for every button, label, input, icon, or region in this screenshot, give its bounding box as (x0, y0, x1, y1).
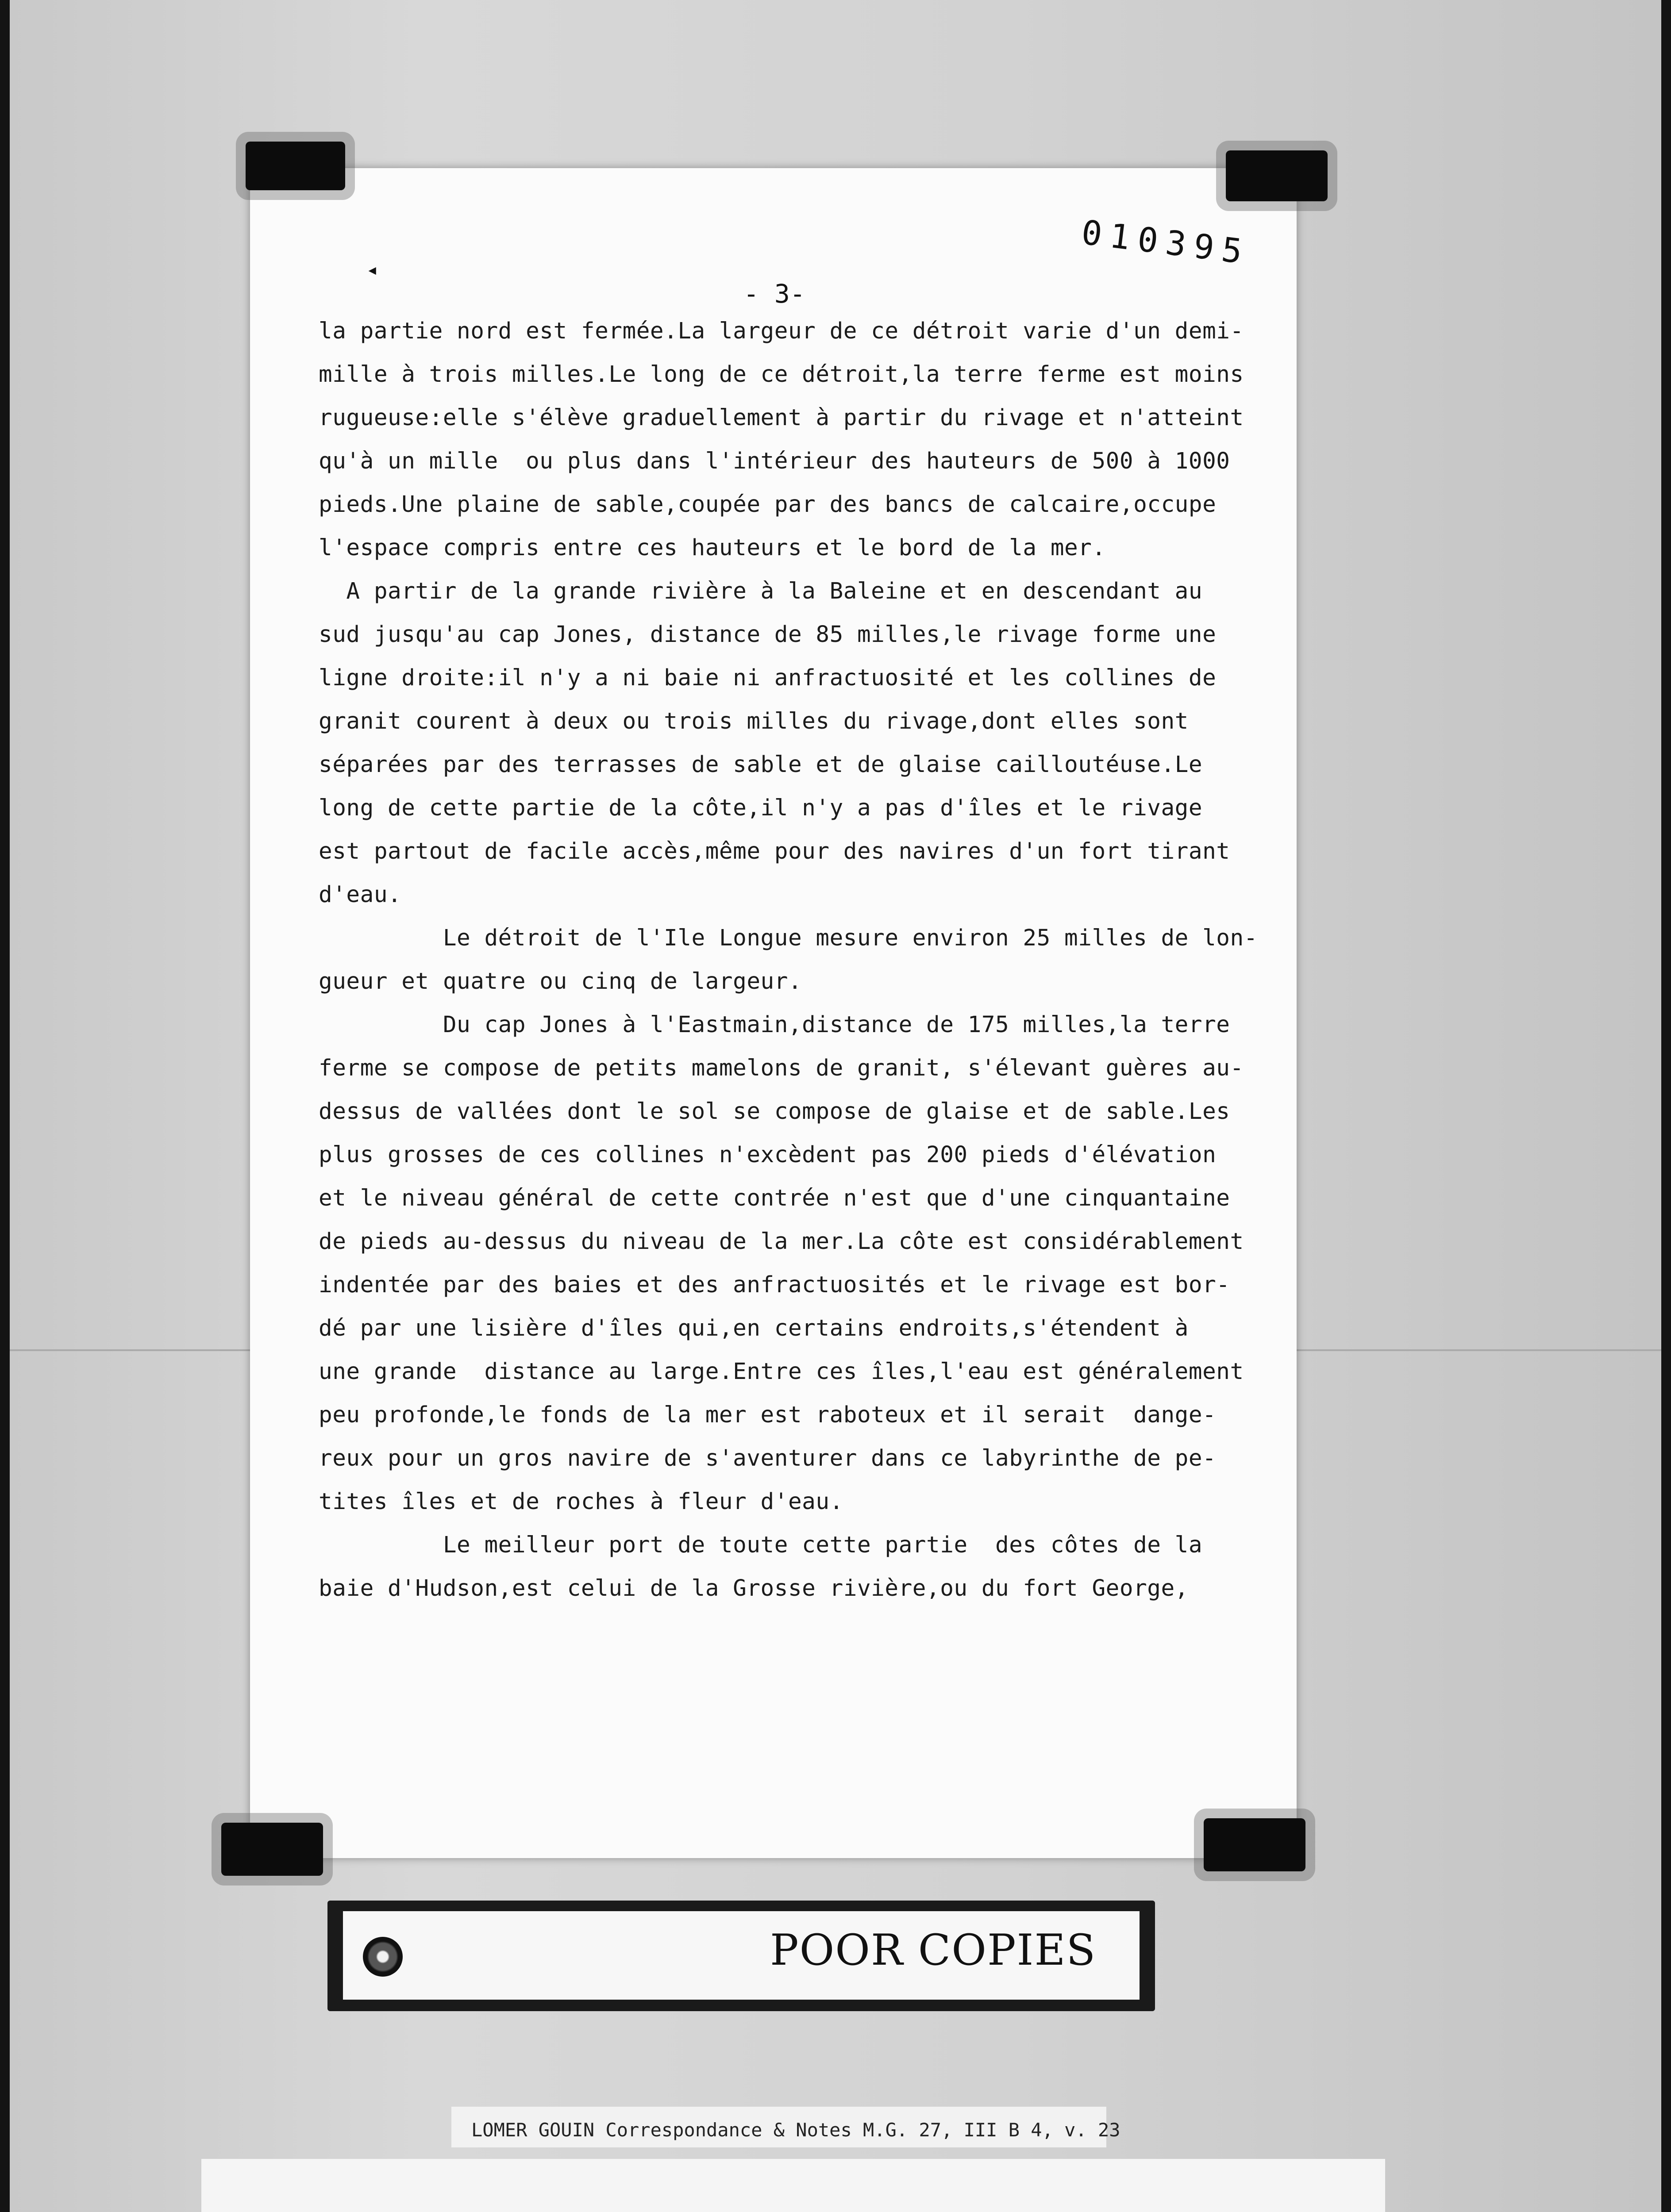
text-line: indentée par des baies et des anfractuosités et le rivage est bor- (319, 1272, 1230, 1298)
text-line: la partie nord est fermée.La largeur de ce détroit varie d'un demi- (319, 318, 1244, 344)
tape-bottom-right (1204, 1818, 1305, 1871)
text-line: mille à trois milles.Le long de ce détroit,la terre ferme est moins (319, 361, 1244, 388)
text-line: l'espace compris entre ces hauteurs et le bord de la mer. (319, 535, 1106, 561)
archives-card (201, 2159, 1385, 2212)
text-line: pieds.Une plaine de sable,coupée par des bancs de calcaire,occupe (319, 492, 1217, 518)
text-line: Le meilleur port de toute cette partie des côtes de la (319, 1532, 1203, 1558)
text-line: qu'à un mille ou plus dans l'intérieur des hauteurs de 500 à 1000 (319, 448, 1230, 474)
text-line: A partir de la grande rivière à la Baleine et en descendant au (319, 578, 1203, 604)
text-line: est partout de facile accès,même pour des navires d'un fort tirant (319, 838, 1230, 864)
text-line: rugueuse:elle s'élève graduellement à partir du rivage et n'atteint (319, 405, 1244, 431)
text-line: une grande distance au large.Entre ces îles,l'eau est généralement (319, 1359, 1244, 1385)
text-line: Le détroit de l'Ile Longue mesure environ 25 milles de lon- (319, 925, 1258, 951)
pen-mark: ◂ (366, 258, 378, 281)
text-line: tites îles et de roches à fleur d'eau. (319, 1489, 843, 1515)
text-line: reux pour un gros navire de s'aventurer dans ce labyrinthe de pe- (319, 1445, 1217, 1471)
poor-copies-text: POOR COPIES (770, 1925, 1097, 1975)
text-line: peu profonde,le fonds de la mer est raboteux et il serait dange- (319, 1402, 1217, 1428)
tape-top-right (1226, 150, 1328, 201)
text-line: baie d'Hudson,est celui de la Grosse rivière,ou du fort George, (319, 1575, 1189, 1601)
text-line: ligne droite:il n'y a ni baie ni anfractuosité et les collines de (319, 665, 1217, 691)
text-line: gueur et quatre ou cinq de largeur. (319, 968, 802, 995)
page-number: - 3- (743, 279, 805, 309)
rivet-icon (363, 1937, 403, 1977)
document-reference-number: 010395 (1079, 212, 1252, 272)
typewritten-text (319, 310, 1258, 1610)
text-line: et le niveau général de cette contrée n'est que d'une cinquantaine (319, 1185, 1230, 1211)
text-line: granit courent à deux ou trois milles du rivage,dont elles sont (319, 708, 1189, 734)
text-line: dessus de vallées dont le sol se compose de glaise et de sable.Les (319, 1098, 1230, 1125)
text-line: d'eau. (319, 882, 402, 908)
text-line: dé par une lisière d'îles qui,en certains endroits,s'étendent à (319, 1315, 1189, 1341)
tape-bottom-left (221, 1823, 323, 1876)
text-line: ferme se compose de petits mamelons de granit, s'élevant guères au- (319, 1055, 1244, 1081)
text-line: Du cap Jones à l'Eastmain,distance de 175 milles,la terre (319, 1012, 1230, 1038)
text-line: long de cette partie de la côte,il n'y a pas d'îles et le rivage (319, 795, 1203, 821)
text-line: séparées par des terrasses de sable et de glaise cailloutéuse.Le (319, 752, 1203, 778)
text-line: sud jusqu'au cap Jones, distance de 85 milles,le rivage forme une (319, 622, 1217, 648)
tape-top-left (246, 142, 345, 190)
text-line: plus grosses de ces collines n'excèdent pas 200 pieds d'élévation (319, 1142, 1217, 1168)
text-line: de pieds au-dessus du niveau de la mer.La côte est considérablement (319, 1229, 1244, 1255)
archive-reference: LOMER GOUIN Correspondance & Notes M.G. 27, III B 4, v. 23 (471, 2119, 1120, 2141)
